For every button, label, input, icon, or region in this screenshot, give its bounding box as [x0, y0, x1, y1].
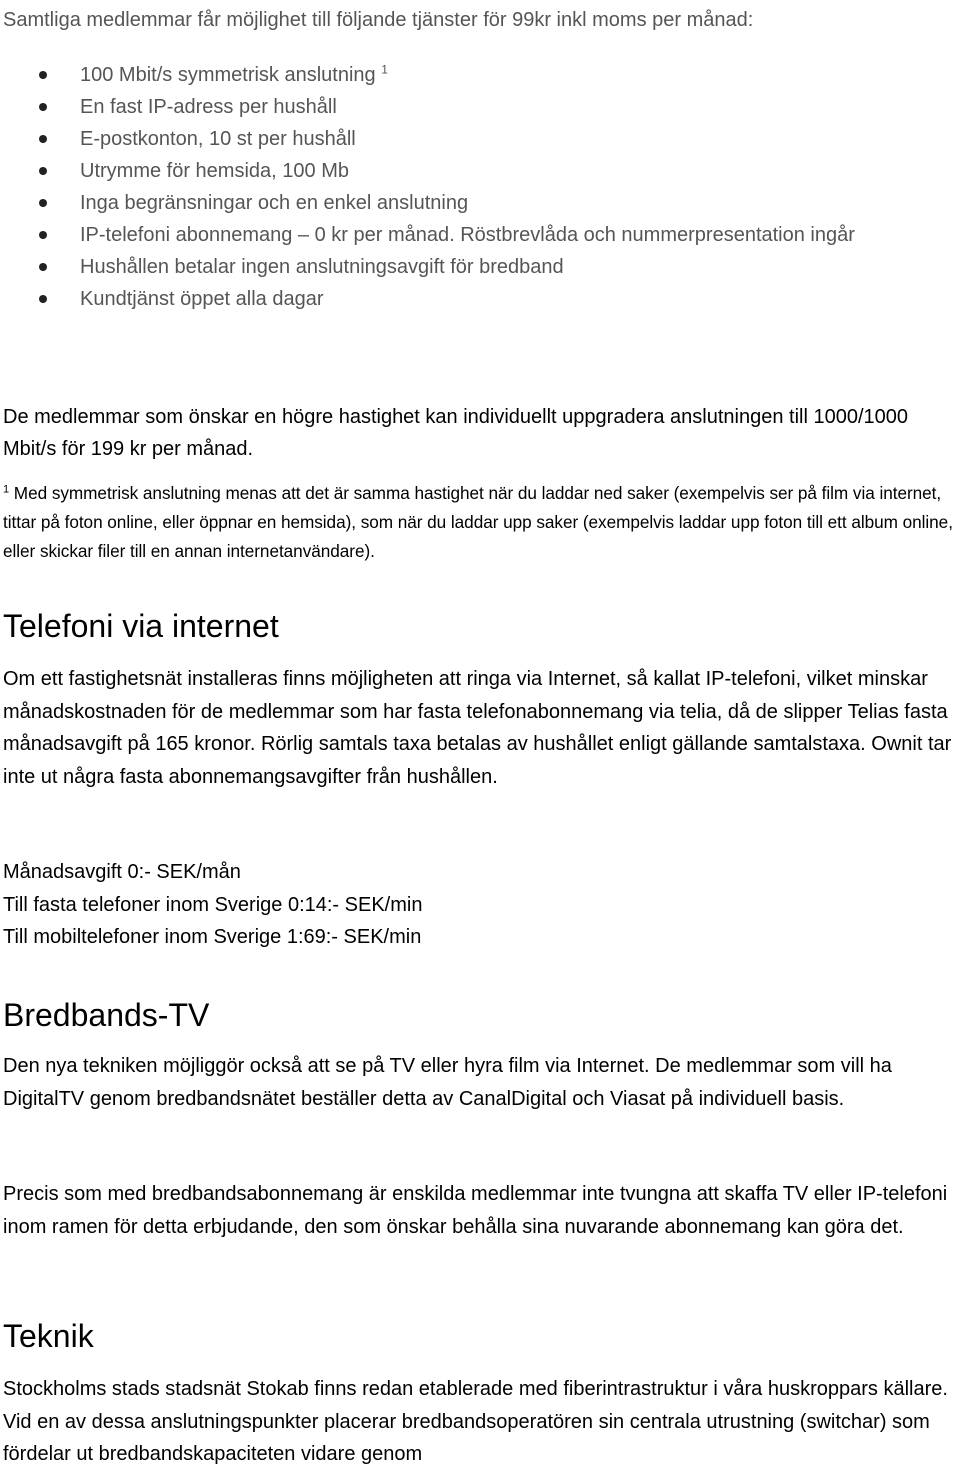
bredband-paragraph-1: Den nya tekniken möjliggör också att se på TV eller hyra film via Internet. De medlemmar som vill ha DigitalTV genom bredbandsnätet beställer detta av CanalDigital och Viasat på individuell basis. [3, 1055, 892, 1110]
list-item [3, 91, 943, 123]
bullet-icon [39, 167, 47, 175]
footnote-text: Med symmetrisk anslutning menas att det är samma hastighet när du laddar ned saker (exempelvis ser på film via internet, tittar på foton online, eller öppnar en hemsida), som när du laddar upp saker (exempelvis laddar upp foton till ett album online, eller skickar filer till en annan internetanvändare). [3, 483, 953, 561]
list-item-text: Utrymme för hemsida, 100 Mb [80, 160, 349, 182]
list-item-text: Kundtjänst öppet alla dagar [80, 288, 324, 310]
list-item [3, 187, 943, 219]
price-line: Månadsavgift 0:- SEK/mån [3, 861, 241, 883]
list-item-text: IP-telefoni abonnemang – 0 kr per månad. Röstbrevlåda och nummerpresentation ingår [80, 224, 855, 246]
heading-telefoni: Telefoni via internet [3, 608, 279, 644]
bullet-icon [39, 295, 47, 303]
list-item [3, 251, 943, 283]
footnote [3, 479, 960, 566]
list-item [3, 123, 943, 155]
footnote-marker: 1 [3, 483, 10, 496]
bullet-icon [39, 71, 47, 79]
bullet-icon [39, 199, 47, 207]
price-list [3, 856, 953, 954]
price-line: Till mobiltelefoner inom Sverige 1:69:- SEK/min [3, 926, 422, 949]
telefoni-paragraph: Om ett fastighetsnät installeras finns möjligheten att ringa via Internet, så kallat IP-telefoni, vilket minskar månadskostnaden för de medlemmar som har fasta telefonabonnemang via telia, då de slipper Telias fasta månadsavgift på 165 kronor. Rörlig samtals taxa betalas av hushållet enligt gällande samtalstaxa. Ownit tar inte ut några fasta abonnemangsavgifter från hushållen. [3, 668, 952, 788]
upgrade-paragraph: De medlemmar som önskar en högre hastighet kan individuellt uppgradera anslutningen till 1000/1000 Mbit/s för 199 kr per månad. [3, 406, 908, 460]
heading-bredbands-tv: Bredbands-TV [3, 997, 210, 1033]
list-item-text: En fast IP-adress per hushåll [80, 96, 337, 118]
bullet-icon [39, 135, 47, 143]
footnote-marker: 1 [381, 62, 388, 77]
service-list [3, 59, 943, 315]
list-item-text: 100 Mbit/s symmetrisk anslutning [80, 64, 382, 86]
price-line: Till fasta telefoner inom Sverige 0:14:- SEK/min [3, 893, 423, 916]
bullet-icon [39, 103, 47, 111]
teknik-paragraph: Stockholms stads stadsnät Stokab finns redan etablerade med fiberintrastruktur i våra huskroppars källare. Vid en av dessa anslutningspunkter placerar bredbandsoperatören sin centrala utrustning (switchar) som fördelar ut bredbandskapaciteten vidare genom [3, 1378, 948, 1466]
list-item [3, 283, 943, 315]
list-item-text: Hushållen betalar ingen anslutningsavgift för bredband [80, 256, 564, 278]
list-item [3, 219, 943, 251]
list-item-text: E-postkonton, 10 st per hushåll [80, 128, 356, 150]
list-item [3, 155, 943, 187]
list-item [3, 59, 943, 91]
intro-text: Samtliga medlemmar får möjlighet till följande tjänster för 99kr inkl moms per månad: [3, 9, 754, 31]
bredband-paragraph-2: Precis som med bredbandsabonnemang är enskilda medlemmar inte tvungna att skaffa TV eller IP-telefoni inom ramen för detta erbjudande, den som önskar behålla sina nuvarande abonnemang kan göra det. [3, 1183, 948, 1238]
bullet-icon [39, 231, 47, 239]
bullet-icon [39, 263, 47, 271]
list-item-text: Inga begränsningar och en enkel anslutning [80, 192, 469, 214]
heading-teknik: Teknik [3, 1318, 94, 1354]
